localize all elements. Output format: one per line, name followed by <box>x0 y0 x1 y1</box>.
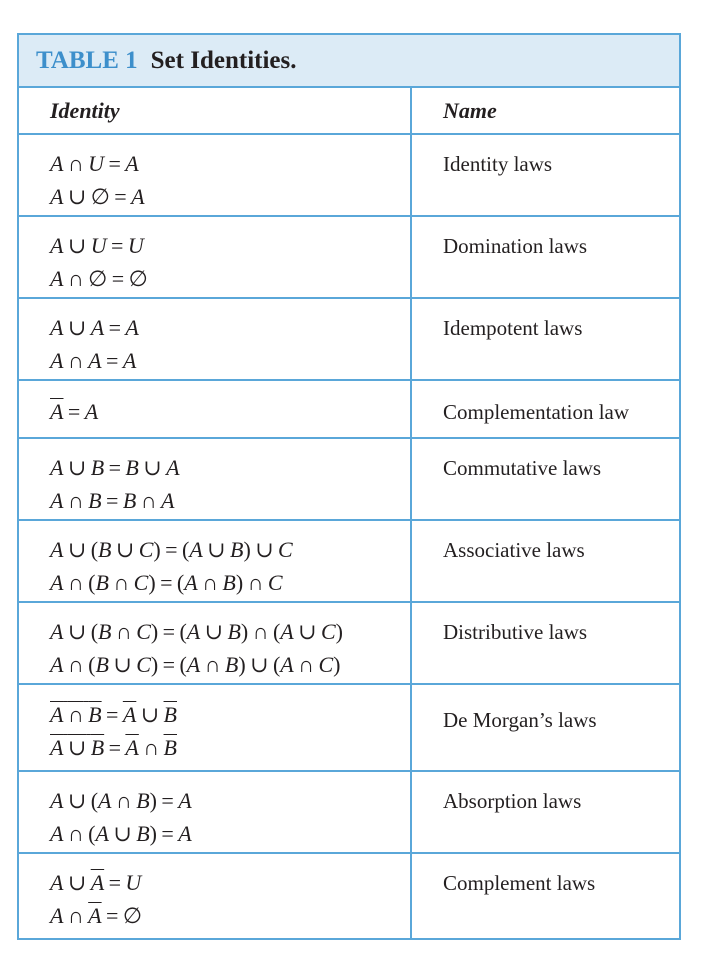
identity-cell <box>19 439 412 519</box>
table-row <box>19 521 679 603</box>
law-name-cell <box>412 521 679 601</box>
law-name-cell <box>412 854 679 938</box>
identity-equation: A ∪ $B = \overline{A}$ ∩ $\overline{B}$ <box>50 735 177 760</box>
table-header-row <box>19 88 679 135</box>
law-name-cell <box>412 217 679 297</box>
identity-equation: A ∩ A = A <box>50 348 137 373</box>
identity-equation: A ∩ B = B ∩ A <box>50 488 175 513</box>
identity-cell <box>19 217 412 297</box>
table-caption <box>19 35 679 88</box>
identity-cell <box>19 685 412 770</box>
identity-equation: A ∩ (B ∪ C) = (A ∩ B) ∪ (A ∩ C) <box>50 652 341 677</box>
table-label: TABLE 1 <box>36 46 138 74</box>
law-name-cell <box>412 135 679 215</box>
identity-equation: A ∪ (B ∪ C) = (A ∪ B) ∪ C <box>50 537 293 562</box>
identity-equation: A ∩ ∅ = ∅ <box>50 266 148 291</box>
table-row <box>19 854 679 938</box>
identity-equation: A = A <box>50 399 99 424</box>
identity-equation: A ∪ ∅ = A <box>50 184 145 209</box>
identity-equation: A ∪ (B ∩ C) = (A ∪ B) ∩ (A ∪ C) <box>50 619 343 644</box>
identity-equation: A ∩ (A ∪ B) = A <box>50 821 192 846</box>
identity-column-header: Identity <box>19 88 412 133</box>
identity-equation: A ∩ $\overline{A}$ = ∅ <box>50 903 143 928</box>
law-name-cell <box>412 603 679 683</box>
law-name: Absorption laws <box>443 789 582 813</box>
table-row <box>19 685 679 772</box>
identity-equation: A ∩ $B = \overline{A}$ ∪ $\overline{B}$ <box>50 702 177 727</box>
identity-equation: A ∪ A = A <box>50 315 139 340</box>
law-name: Complement laws <box>443 871 596 895</box>
table-row <box>19 439 679 521</box>
law-name-cell <box>412 299 679 379</box>
name-column-header: Name <box>443 97 497 123</box>
identity-cell <box>19 135 412 215</box>
identity-cell <box>19 299 412 379</box>
law-name: Complementation law <box>443 400 630 424</box>
identity-equation: A ∩ U = A <box>50 151 139 176</box>
identity-equation: A ∪ $\overline{A} = U$ <box>50 870 142 895</box>
law-name: Idempotent laws <box>443 316 583 340</box>
identity-equation: A ∩ (B ∩ C) = (A ∩ B) ∩ C <box>50 570 283 595</box>
table-row <box>19 603 679 685</box>
identity-cell <box>19 772 412 852</box>
identity-cell <box>19 603 412 683</box>
identity-cell <box>19 521 412 601</box>
table-row <box>19 299 679 381</box>
set-identities-table <box>17 33 681 940</box>
table-row <box>19 217 679 299</box>
law-name: De Morgan’s laws <box>443 708 597 732</box>
law-name: Identity laws <box>443 152 553 176</box>
identity-equation: A ∪ U = U <box>50 233 144 258</box>
table-title: Set Identities. <box>150 46 297 74</box>
identity-cell <box>19 854 412 938</box>
table-row <box>19 772 679 854</box>
law-name: Distributive laws <box>443 620 588 644</box>
law-name: Domination laws <box>443 234 588 258</box>
table-row <box>19 381 679 439</box>
law-name-cell <box>412 439 679 519</box>
table-row <box>19 135 679 217</box>
law-name-cell <box>412 381 679 437</box>
table-body <box>19 135 679 938</box>
identity-equation: A ∪ (A ∩ B) = A <box>50 788 192 813</box>
law-name: Commutative laws <box>443 456 602 480</box>
law-name-cell <box>412 772 679 852</box>
identity-equation: A ∪ B = B ∪ A <box>50 455 180 480</box>
law-name: Associative laws <box>443 538 585 562</box>
law-name-cell <box>412 685 679 770</box>
identity-cell <box>19 381 412 437</box>
